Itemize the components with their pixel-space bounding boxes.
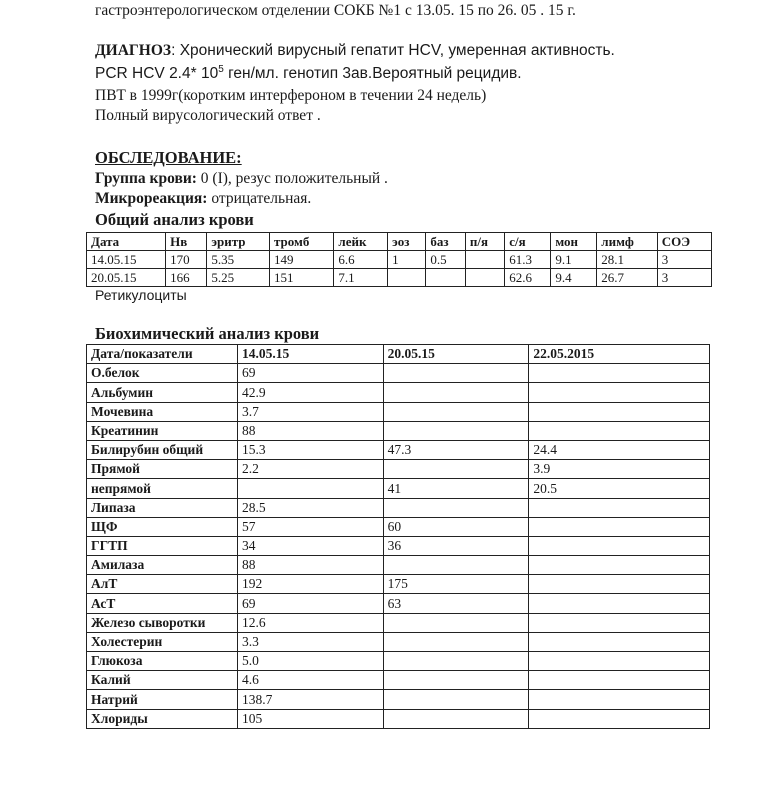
table-row <box>87 251 712 269</box>
cbc-cell: 26.7 <box>597 269 657 287</box>
cbc-cell <box>388 269 426 287</box>
bio-cell: 175 <box>383 575 529 594</box>
cbc-cell: 20.05.15 <box>87 269 166 287</box>
bio-cell: 42.9 <box>238 383 384 402</box>
bio-cell: 138.7 <box>238 690 384 709</box>
bio-cell <box>529 613 710 632</box>
bio-cell: Глюкоза <box>87 652 238 671</box>
microreaction-line <box>95 190 311 208</box>
cbc-cell <box>465 251 504 269</box>
bio-header-cell: 14.05.15 <box>238 345 384 364</box>
bio-cell <box>383 498 529 517</box>
table-row <box>87 632 710 651</box>
bio-cell: Липаза <box>87 498 238 517</box>
bio-cell <box>383 632 529 651</box>
bio-cell: 57 <box>238 517 384 536</box>
bio-cell <box>529 383 710 402</box>
biochemistry-table <box>86 344 710 729</box>
bio-cell: Прямой <box>87 460 238 479</box>
table-row <box>87 364 710 383</box>
cbc-cell: 151 <box>270 269 334 287</box>
bio-cell: АлТ <box>87 575 238 594</box>
bio-title: Биохимический анализ крови <box>95 324 320 343</box>
cbc-cell: 7.1 <box>334 269 388 287</box>
bio-header-row <box>87 345 710 364</box>
bio-cell: 15.3 <box>238 440 384 459</box>
cbc-cell: 14.05.15 <box>87 251 166 269</box>
cbc-header-cell: Нв <box>166 233 207 251</box>
bio-cell: АсТ <box>87 594 238 613</box>
cbc-cell: 166 <box>166 269 207 287</box>
exam-title: ОБСЛЕДОВАНИЕ: <box>95 148 242 167</box>
genotype-text: ген/мл. генотип 3ав.Вероятный рецидив. <box>223 65 522 83</box>
microreaction-label: Микрореакция: <box>95 190 208 207</box>
cbc-cell: 28.1 <box>597 251 657 269</box>
cbc-header-cell: тромб <box>270 233 334 251</box>
bio-cell: 47.3 <box>383 440 529 459</box>
cbc-cell <box>465 269 504 287</box>
blood-group-value: 0 (I), резус положительный . <box>196 170 388 187</box>
bio-cell <box>383 556 529 575</box>
bio-cell: 28.5 <box>238 498 384 517</box>
diagnosis-line-3 <box>95 87 486 105</box>
bio-cell: 3.3 <box>238 632 384 651</box>
bio-cell: О.белок <box>87 364 238 383</box>
bio-cell: Билирубин общий <box>87 440 238 459</box>
bio-cell <box>529 556 710 575</box>
blood-group-line <box>95 170 388 188</box>
bio-cell: ЩФ <box>87 517 238 536</box>
cbc-cell: 61.3 <box>505 251 551 269</box>
bio-cell: Натрий <box>87 690 238 709</box>
bio-cell <box>529 498 710 517</box>
bio-cell: ГГТП <box>87 536 238 555</box>
bio-cell: 36 <box>383 536 529 555</box>
cbc-header-row <box>87 233 712 251</box>
bio-cell: Альбумин <box>87 383 238 402</box>
bio-cell <box>529 364 710 383</box>
bio-cell <box>529 421 710 440</box>
bio-cell <box>383 402 529 421</box>
bio-cell <box>383 690 529 709</box>
bio-cell: 4.6 <box>238 671 384 690</box>
bio-cell: Хлориды <box>87 709 238 728</box>
cbc-header-cell: п/я <box>465 233 504 251</box>
reticulocytes-label: Ретикулоциты <box>95 287 187 303</box>
bio-cell <box>529 709 710 728</box>
bio-cell <box>529 594 710 613</box>
cbc-cell: 62.6 <box>505 269 551 287</box>
table-row <box>87 479 710 498</box>
bio-cell: 5.0 <box>238 652 384 671</box>
bio-cell: 3.7 <box>238 402 384 421</box>
bio-cell <box>238 479 384 498</box>
cbc-cell: 5.25 <box>207 269 270 287</box>
diagnosis-text-1: : Хронический вирусный гепатит HCV, умеренная активность. <box>171 42 615 59</box>
pcr-text: PCR HCV 2.4* 10 <box>95 65 219 83</box>
bio-cell <box>383 652 529 671</box>
therapy-text: ПВТ в 1999г(коротким интерфероном в течении 24 недель) <box>95 87 487 104</box>
table-row <box>87 383 710 402</box>
table-row <box>87 594 710 613</box>
cbc-title: Общий анализ крови <box>95 210 254 229</box>
table-row <box>87 652 710 671</box>
bio-cell: 12.6 <box>238 613 384 632</box>
bio-header-cell: 22.05.2015 <box>529 345 710 364</box>
table-row <box>87 671 710 690</box>
bio-cell: 192 <box>238 575 384 594</box>
bio-cell <box>383 364 529 383</box>
table-row <box>87 421 710 440</box>
cbc-header-cell: СОЭ <box>657 233 711 251</box>
table-row <box>87 709 710 728</box>
cbc-cell: 149 <box>270 251 334 269</box>
bio-cell: 3.9 <box>529 460 710 479</box>
bio-cell <box>529 690 710 709</box>
diagnosis-line-1 <box>95 42 615 60</box>
diagnosis-line-4 <box>95 107 321 125</box>
cbc-cell: 6.6 <box>334 251 388 269</box>
table-row <box>87 498 710 517</box>
cbc-table <box>86 232 712 287</box>
bio-cell <box>529 652 710 671</box>
bio-cell <box>529 575 710 594</box>
bio-cell: 63 <box>383 594 529 613</box>
cbc-header-cell: лейк <box>334 233 388 251</box>
cbc-cell: 9.4 <box>551 269 597 287</box>
department-text: гастроэнтерологическом отделении СОКБ №1 с 13.05. 15 по 26. 05 . 15 г. <box>95 2 576 19</box>
cbc-cell: 3 <box>657 269 711 287</box>
cbc-cell: 5.35 <box>207 251 270 269</box>
bio-cell: Креатинин <box>87 421 238 440</box>
bio-cell: 2.2 <box>238 460 384 479</box>
cbc-cell: 0.5 <box>426 251 466 269</box>
table-row <box>87 556 710 575</box>
table-row <box>87 536 710 555</box>
bio-cell: Калий <box>87 671 238 690</box>
bio-cell <box>529 536 710 555</box>
pcr-exponent: 5 <box>218 64 224 75</box>
table-row <box>87 269 712 287</box>
bio-cell: непрямой <box>87 479 238 498</box>
bio-header-cell: 20.05.15 <box>383 345 529 364</box>
bio-header-cell: Дата/показатели <box>87 345 238 364</box>
bio-cell: Мочевина <box>87 402 238 421</box>
bio-cell: 105 <box>238 709 384 728</box>
bio-cell <box>383 613 529 632</box>
cbc-header-cell: эоз <box>388 233 426 251</box>
blood-group-label: Группа крови: <box>95 170 197 187</box>
bio-cell <box>529 402 710 421</box>
bio-cell: 88 <box>238 556 384 575</box>
response-text: Полный вирусологический ответ . <box>95 107 321 124</box>
cbc-cell: 9.1 <box>551 251 597 269</box>
cbc-header-cell: Дата <box>87 233 166 251</box>
diagnosis-label: ДИАГНОЗ <box>95 42 172 59</box>
bio-cell: 41 <box>383 479 529 498</box>
bio-cell <box>383 671 529 690</box>
cbc-header-cell: с/я <box>505 233 551 251</box>
table-row <box>87 517 710 536</box>
bio-cell: 20.5 <box>529 479 710 498</box>
bio-cell: Амилаза <box>87 556 238 575</box>
cbc-header-cell: лимф <box>597 233 657 251</box>
table-row <box>87 440 710 459</box>
table-row <box>87 460 710 479</box>
cbc-cell: 3 <box>657 251 711 269</box>
diagnosis-line-2 <box>95 64 522 83</box>
table-row <box>87 402 710 421</box>
bio-cell <box>383 709 529 728</box>
bio-cell <box>383 421 529 440</box>
bio-cell: Холестерин <box>87 632 238 651</box>
bio-cell: 60 <box>383 517 529 536</box>
bio-cell: 69 <box>238 594 384 613</box>
bio-cell <box>529 671 710 690</box>
bio-cell: 24.4 <box>529 440 710 459</box>
bio-cell: 69 <box>238 364 384 383</box>
cbc-cell: 170 <box>166 251 207 269</box>
microreaction-value: отрицательная. <box>207 190 312 207</box>
cbc-header-cell: мон <box>551 233 597 251</box>
department-line <box>95 2 576 20</box>
bio-cell <box>383 383 529 402</box>
cbc-header-cell: эритр <box>207 233 270 251</box>
table-row <box>87 575 710 594</box>
bio-cell <box>383 460 529 479</box>
table-row <box>87 613 710 632</box>
bio-cell <box>529 517 710 536</box>
bio-cell <box>529 632 710 651</box>
cbc-cell <box>426 269 466 287</box>
bio-cell: 88 <box>238 421 384 440</box>
bio-cell: 34 <box>238 536 384 555</box>
table-row <box>87 690 710 709</box>
bio-cell: Железо сыворотки <box>87 613 238 632</box>
cbc-cell: 1 <box>388 251 426 269</box>
cbc-header-cell: баз <box>426 233 466 251</box>
